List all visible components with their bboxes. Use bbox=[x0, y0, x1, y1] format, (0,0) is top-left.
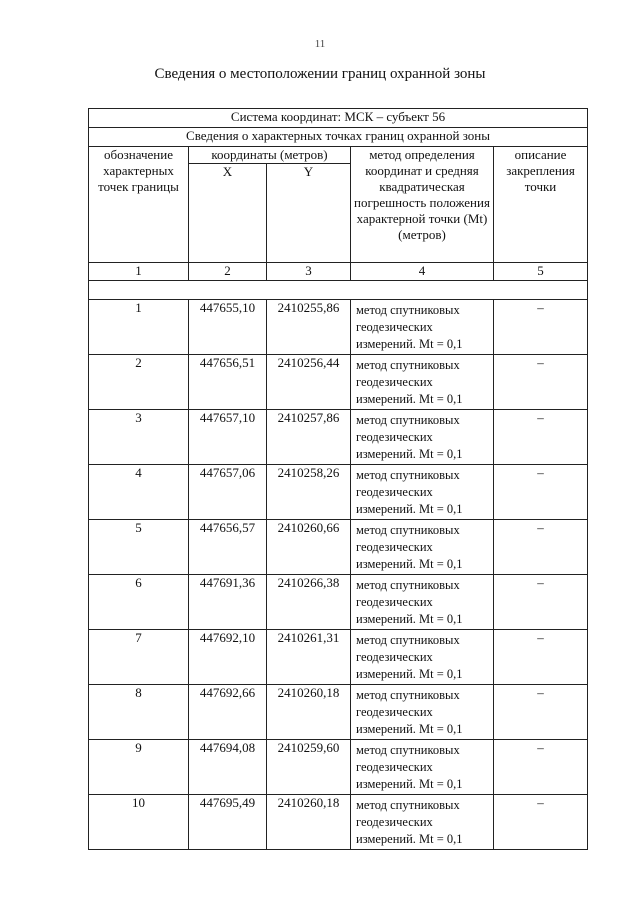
x-coordinate-cell: 447695,49 bbox=[189, 795, 267, 850]
y-coordinate-cell: 2410258,26 bbox=[267, 465, 351, 520]
column-number-row bbox=[89, 263, 588, 281]
column-header-row bbox=[89, 147, 588, 164]
table-row bbox=[89, 465, 588, 520]
y-coordinate-cell: 2410266,38 bbox=[267, 575, 351, 630]
point-number-cell: 3 bbox=[89, 410, 189, 465]
method-cell: метод спутниковых геодезических измерений. Mt = 0,1 bbox=[351, 465, 494, 520]
method-cell: метод спутниковых геодезических измерений. Mt = 0,1 bbox=[351, 575, 494, 630]
point-number-cell: 6 bbox=[89, 575, 189, 630]
point-number-cell: 4 bbox=[89, 465, 189, 520]
description-cell: – bbox=[494, 630, 588, 685]
x-coordinate-cell: 447692,10 bbox=[189, 630, 267, 685]
table-row bbox=[89, 575, 588, 630]
description-cell: – bbox=[494, 795, 588, 850]
point-number-cell: 9 bbox=[89, 740, 189, 795]
method-cell: метод спутниковых геодезических измерений. Mt = 0,1 bbox=[351, 300, 494, 355]
spacer-row bbox=[89, 281, 588, 300]
table-row bbox=[89, 300, 588, 355]
empty-cell bbox=[89, 281, 588, 300]
page-number: 11 bbox=[314, 38, 326, 50]
table-row bbox=[89, 355, 588, 410]
y-coordinate-cell: 2410259,60 bbox=[267, 740, 351, 795]
description-cell: – bbox=[494, 685, 588, 740]
y-coordinate-cell: 2410260,66 bbox=[267, 520, 351, 575]
method-cell: метод спутниковых геодезических измерений. Mt = 0,1 bbox=[351, 740, 494, 795]
method-cell: метод спутниковых геодезических измерений. Mt = 0,1 bbox=[351, 410, 494, 465]
column-number: 1 bbox=[89, 263, 189, 281]
point-number-cell: 5 bbox=[89, 520, 189, 575]
x-coordinate-cell: 447691,36 bbox=[189, 575, 267, 630]
x-coordinate-cell: 447692,66 bbox=[189, 685, 267, 740]
description-cell: – bbox=[494, 740, 588, 795]
column-number: 3 bbox=[267, 263, 351, 281]
point-number-cell: 10 bbox=[89, 795, 189, 850]
y-coordinate-cell: 2410260,18 bbox=[267, 795, 351, 850]
description-cell: – bbox=[494, 465, 588, 520]
header-coordinates: координаты (метров) bbox=[189, 147, 351, 164]
x-coordinate-cell: 447657,10 bbox=[189, 410, 267, 465]
y-coordinate-cell: 2410256,44 bbox=[267, 355, 351, 410]
y-coordinate-cell: 2410255,86 bbox=[267, 300, 351, 355]
method-cell: метод спутниковых геодезических измерений. Mt = 0,1 bbox=[351, 685, 494, 740]
method-cell: метод спутниковых геодезических измерений. Mt = 0,1 bbox=[351, 355, 494, 410]
y-coordinate-cell: 2410260,18 bbox=[267, 685, 351, 740]
table-row bbox=[89, 630, 588, 685]
coordinate-system-label: Система координат: МСК – субъект 56 bbox=[89, 109, 588, 128]
section-label: Сведения о характерных точках границ охранной зоны bbox=[89, 128, 588, 147]
table-row bbox=[89, 740, 588, 795]
section-row bbox=[89, 128, 588, 147]
description-cell: – bbox=[494, 300, 588, 355]
column-number: 5 bbox=[494, 263, 588, 281]
x-coordinate-cell: 447657,06 bbox=[189, 465, 267, 520]
point-number-cell: 7 bbox=[89, 630, 189, 685]
method-cell: метод спутниковых геодезических измерений. Mt = 0,1 bbox=[351, 630, 494, 685]
table-row bbox=[89, 520, 588, 575]
method-cell: метод спутниковых геодезических измерений. Mt = 0,1 bbox=[351, 520, 494, 575]
header-description: описание закрепления точки bbox=[494, 147, 588, 263]
description-cell: – bbox=[494, 410, 588, 465]
x-coordinate-cell: 447656,51 bbox=[189, 355, 267, 410]
column-number: 2 bbox=[189, 263, 267, 281]
y-coordinate-cell: 2410257,86 bbox=[267, 410, 351, 465]
document-title: Сведения о местоположении границ охранной зоны bbox=[154, 66, 486, 82]
x-coordinate-cell: 447656,57 bbox=[189, 520, 267, 575]
method-cell: метод спутниковых геодезических измерений. Mt = 0,1 bbox=[351, 795, 494, 850]
x-coordinate-cell: 447694,08 bbox=[189, 740, 267, 795]
column-number: 4 bbox=[351, 263, 494, 281]
x-coordinate-cell: 447655,10 bbox=[189, 300, 267, 355]
header-y: Y bbox=[267, 164, 351, 263]
table-row bbox=[89, 685, 588, 740]
table-row bbox=[89, 410, 588, 465]
y-coordinate-cell: 2410261,31 bbox=[267, 630, 351, 685]
point-number-cell: 1 bbox=[89, 300, 189, 355]
description-cell: – bbox=[494, 520, 588, 575]
header-x: X bbox=[189, 164, 267, 263]
header-designation: обозначение характерных точек границы bbox=[89, 147, 189, 263]
table-row bbox=[89, 795, 588, 850]
coordinate-system-row bbox=[89, 109, 588, 128]
header-method: метод определения координат и средняя квадратическая погрешность положения характерной точки (Mt) (метров) bbox=[351, 147, 494, 263]
point-number-cell: 2 bbox=[89, 355, 189, 410]
coordinates-table bbox=[88, 108, 588, 850]
description-cell: – bbox=[494, 575, 588, 630]
description-cell: – bbox=[494, 355, 588, 410]
point-number-cell: 8 bbox=[89, 685, 189, 740]
